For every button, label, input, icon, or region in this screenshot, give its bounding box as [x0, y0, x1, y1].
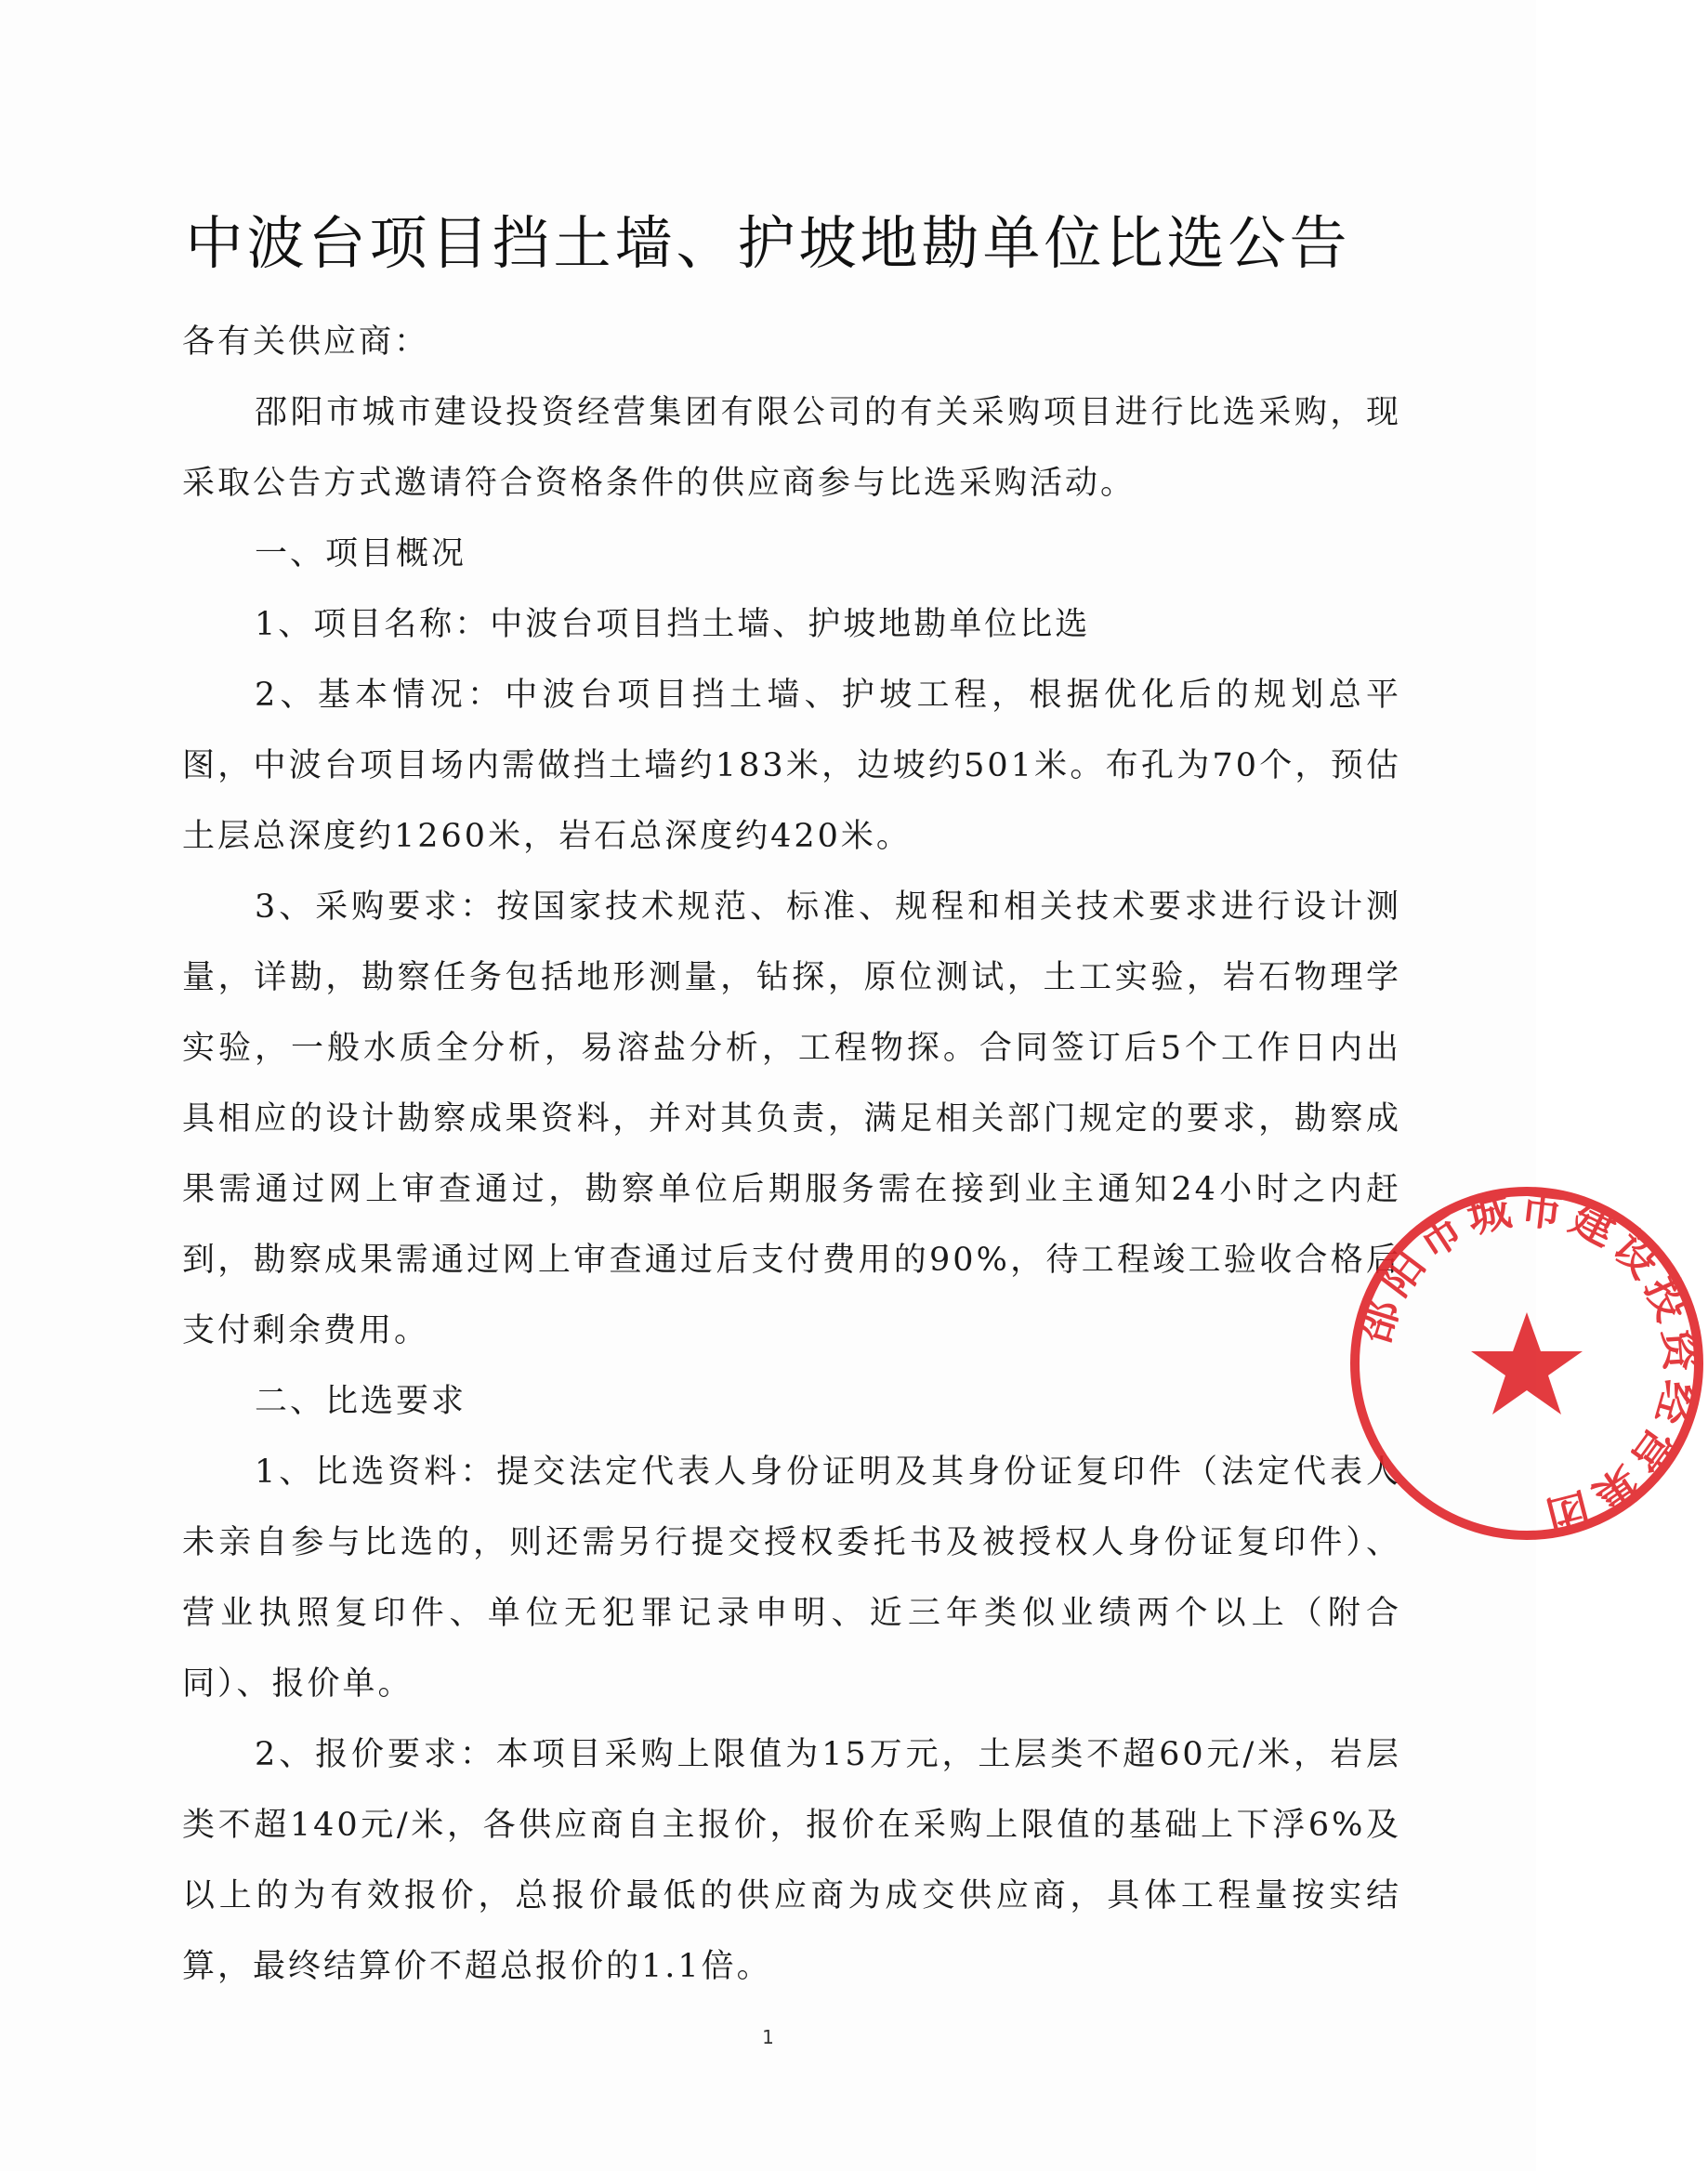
paragraph-project-name: 1、项目名称：中波台项目挡土墙、护坡地勘单位比选	[255, 606, 1091, 643]
paragraph-quotation-requirements: 2、报价要求：本项目采购上限值为15万元，土层类不超60元/米，岩层类不超140元/米，各供应商自主报价，报价在采购上限值的基础上下浮6%及以上的为有效报价，总报价最低的供应商为成交供应商，具体工程量按实结算，最终结算价不超总报价的1.1倍。	[182, 1736, 1401, 1985]
salutation: 各有关供应商：	[182, 323, 430, 361]
star-icon	[1471, 1312, 1583, 1414]
document-body	[182, 307, 1401, 2002]
page-title: 中波台项目挡土墙、护坡地勘单位比选公告	[185, 209, 1351, 277]
page-number: 1	[762, 2026, 774, 2048]
paragraph-intro: 邵阳市城市建设投资经营集团有限公司的有关采购项目进行比选采购，现采取公告方式邀请符合资格条件的供应商参与比选采购活动。	[182, 394, 1401, 502]
paragraph-procurement-requirements: 3、采购要求：按国家技术规范、标准、规程和相关技术要求进行设计测量，详勘，勘察任务包括地形测量，钻探，原位测试，土工实验，岩石物理学实验，一般水质全分析，易溶盐分析，工程物探。合同签订后5个工作日内出具相应的设计勘察成果资料，并对其负责，满足相关部门规定的要求，勘察成果需通过网上审查通过，勘察单位后期服务需在接到业主通知24小时之内赶到，勘察成果需通过网上审查通过后支付费用的90%，待工程竣工验收合格后支付剩余费用。	[182, 888, 1401, 1349]
section-heading-selection: 二、比选要求	[255, 1383, 467, 1420]
company-seal	[1346, 1182, 1708, 1545]
seal-text: 邵阳市城市建设投资经营集团	[1347, 1182, 1708, 1544]
paragraph-basic-info: 2、基本情况：中波台项目挡土墙、护坡工程，根据优化后的规划总平图，中波台项目场内需做挡土墙约183米，边坡约501米。布孔为70个，预估土层总深度约1260米，岩石总深度约420米。	[182, 677, 1401, 855]
paragraph-selection-materials: 1、比选资料：提交法定代表人身份证明及其身份证复印件（法定代表人未亲自参与比选的，则还需另行提交授权委托书及被授权人身份证复印件）、营业执照复印件、单位无犯罪记录申明、近三年类似业绩两个以上（附合同）、报价单。	[182, 1454, 1401, 1703]
section-heading-overview: 一、项目概况	[255, 535, 467, 572]
